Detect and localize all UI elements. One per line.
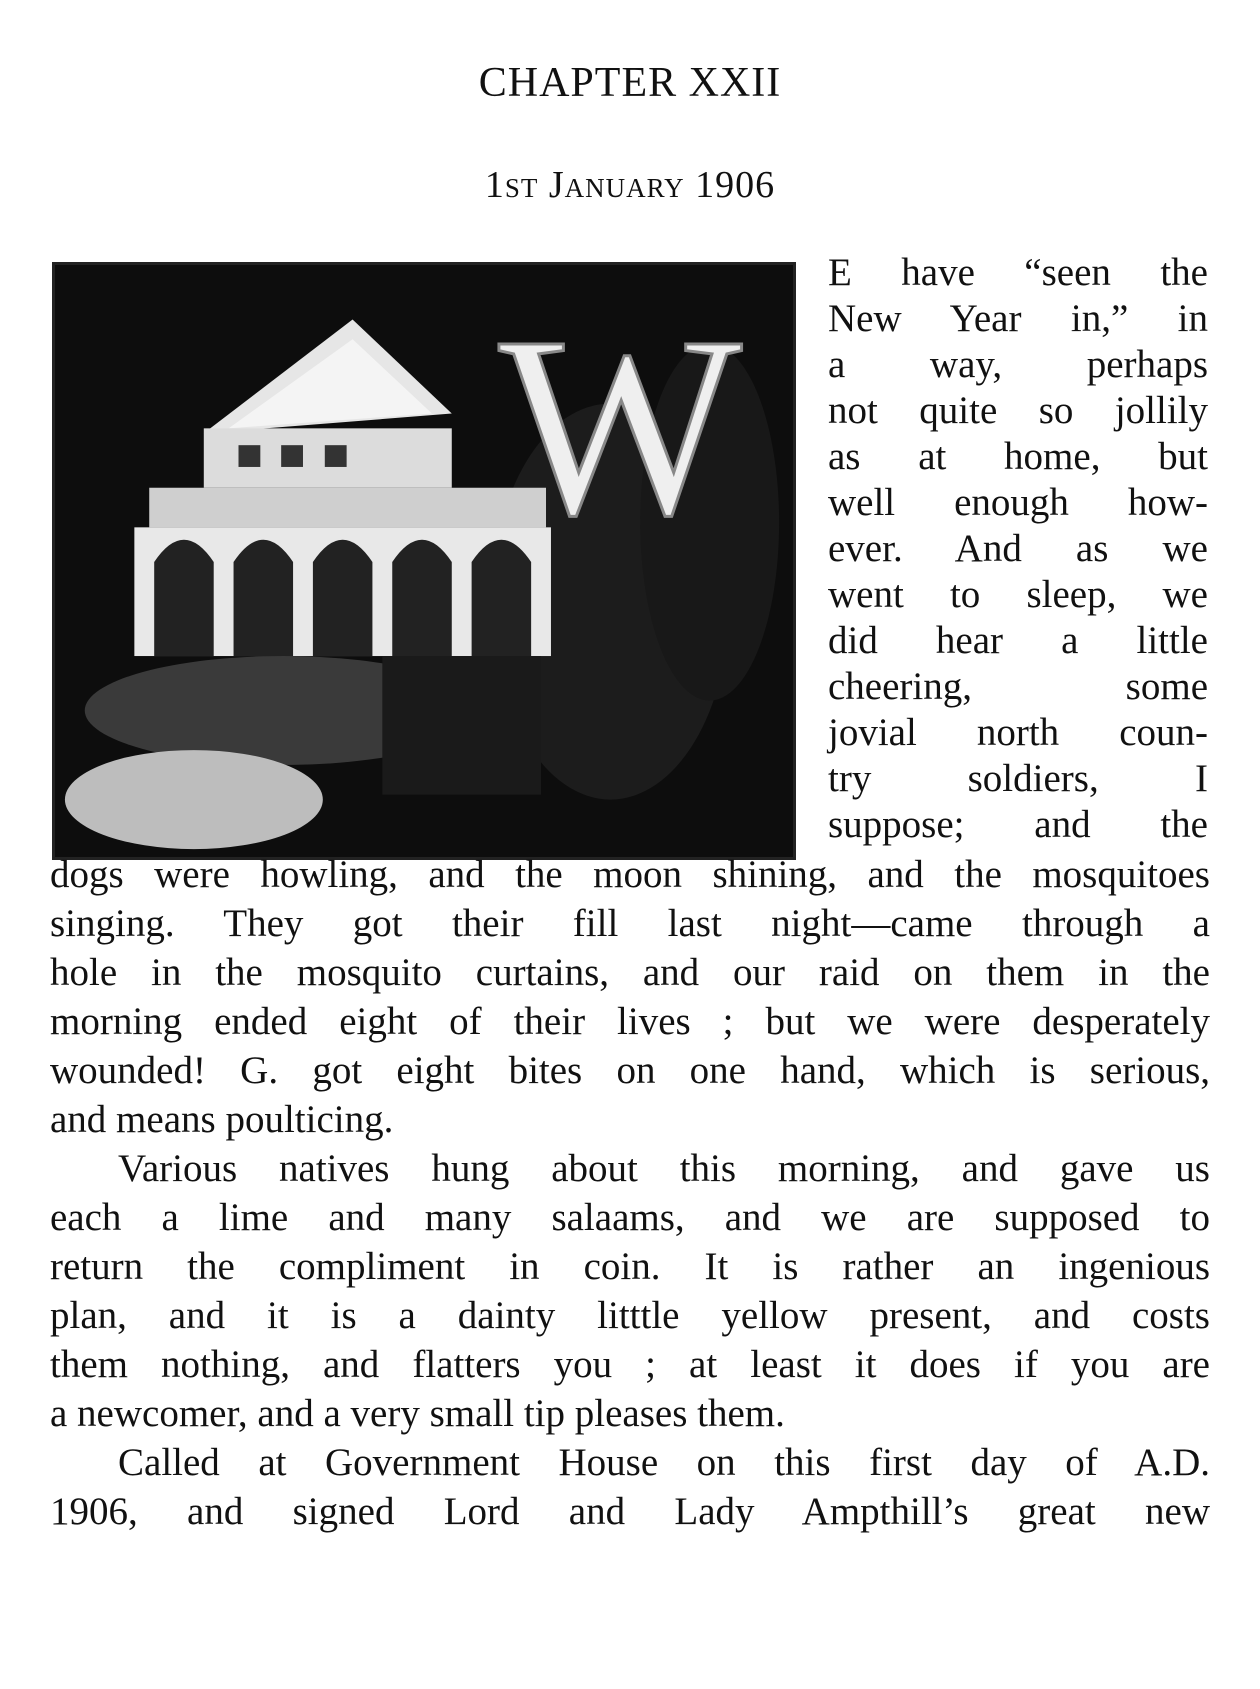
chapter-title: CHAPTER XXII [478,60,782,106]
text-line: New Year in,” in [828,297,1208,340]
text-line: try soldiers, I [828,757,1208,800]
drop-cap-letter: W [498,282,743,569]
text-line: went to sleep, we [828,573,1208,616]
text-line: did hear a little [828,619,1208,662]
text-line: E have “seen the [828,251,1208,294]
text-line: Called at Government House on this first day of A.D. [118,1441,1210,1484]
illustrated-drop-cap [52,262,796,860]
text-line: suppose; and the [828,803,1208,846]
text-line: well enough how- [828,481,1208,524]
text-line: jovial north coun- [828,711,1208,754]
text-line: a newcomer, and a very small tip pleases them. [50,1392,785,1435]
text-line: hole in the mosquito curtains, and our raid on them in the [50,951,1210,994]
text-line: return the compliment in coin. It is rather an ingenious [50,1245,1210,1288]
entry-date: 1st January 1906 [484,164,776,206]
text-line: ever. And as we [828,527,1208,570]
text-line: 1906, and signed Lord and Lady Ampthill’s great new [50,1490,1210,1533]
text-line: as at home, but [828,435,1208,478]
text-line: each a lime and many salaams, and we are supposed to [50,1196,1210,1239]
text-line: plan, and it is a dainty litttle yellow present, and costs [50,1294,1210,1337]
text-line: not quite so jollily [828,389,1208,432]
text-line: cheering, some [828,665,1208,708]
text-line: and means poulticing. [50,1098,394,1141]
text-line: wounded! G. got eight bites on one hand, which is serious, [50,1049,1210,1092]
government-house-illustration [55,265,793,857]
text-line: dogs were howling, and the moon shining, and the mosquitoes [50,853,1210,896]
text-line: a way, perhaps [828,343,1208,386]
text-line: singing. They got their fill last night—came through a [50,902,1210,945]
text-line: Various natives hung about this morning, and gave us [118,1147,1210,1190]
text-line: morning ended eight of their lives ; but we were desperately [50,1000,1210,1043]
text-line: them nothing, and flatters you ; at least it does if you are [50,1343,1210,1386]
